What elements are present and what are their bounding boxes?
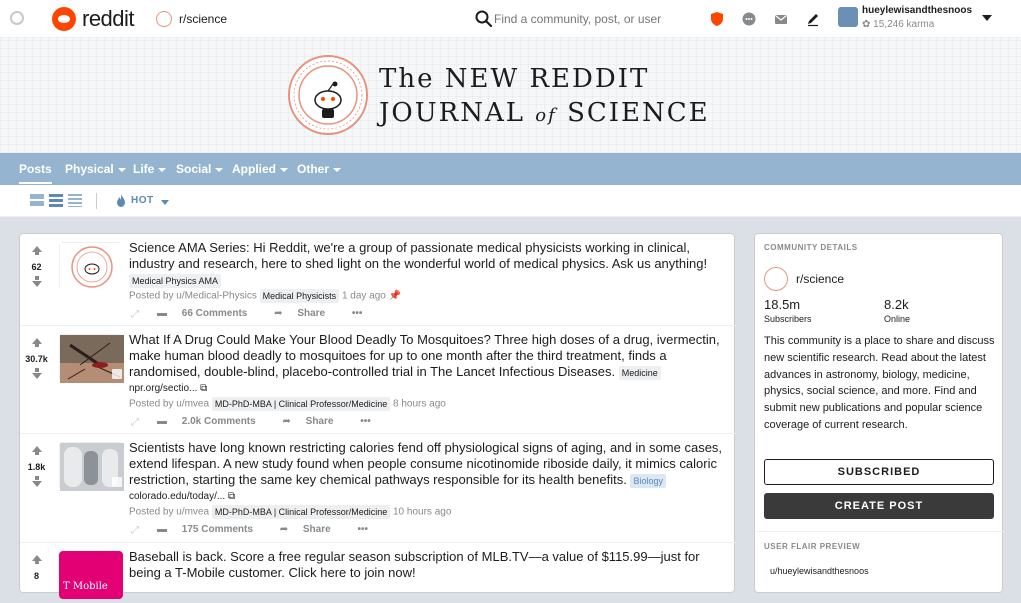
post-link-domain[interactable]: npr.org/sectio... ⧉: [129, 383, 208, 394]
comments-button[interactable]: ▬ 66 Comments: [157, 308, 248, 319]
subreddit-nav: [0, 153, 1021, 185]
vote-column: [20, 543, 53, 581]
search-icon: [474, 9, 494, 29]
card-view-icon[interactable]: [30, 194, 44, 207]
post-time[interactable]: 8 hours ago: [393, 398, 446, 410]
comments-button[interactable]: ▬ 175 Comments: [157, 524, 253, 535]
chat-icon[interactable]: [741, 11, 757, 27]
comment-icon: ▬: [157, 524, 167, 535]
community-description: This community is a place to share and discuss new scientific research. Read about the latest advances in astronomy, biology, medicine, physics, social science, and more. Find and submit new publications and popular science coverage of current research.: [764, 335, 995, 431]
more-options-icon[interactable]: •••: [360, 416, 371, 427]
post-meta: [129, 397, 446, 411]
vote-column: [20, 234, 53, 287]
expand-icon[interactable]: ⤢: [131, 525, 139, 536]
chevron-down-icon: [280, 168, 288, 172]
post-flair[interactable]: Medical Physics AMA: [129, 274, 221, 288]
share-icon: ➦: [282, 416, 291, 427]
section-label: USER FLAIR PREVIEW: [764, 542, 861, 551]
post-flair[interactable]: Medicine: [619, 366, 661, 380]
upvote-icon[interactable]: [32, 446, 42, 452]
reddit-wordmark[interactable]: reddit: [82, 6, 135, 31]
post-score: 62: [31, 262, 42, 272]
science-seal-thumbnail: [60, 243, 124, 291]
expand-icon[interactable]: ⤢: [131, 417, 139, 428]
comment-icon: ▬: [157, 308, 167, 319]
downvote-icon[interactable]: [32, 481, 42, 487]
post-list: [19, 233, 735, 593]
hot-flame-icon: [116, 194, 126, 207]
post-time[interactable]: 10 hours ago: [393, 506, 452, 518]
share-button[interactable]: ➦ Share: [279, 524, 331, 535]
post-card[interactable]: [20, 326, 736, 434]
username[interactable]: hueylewisandthesnoos: [862, 5, 973, 16]
post-flair[interactable]: Biology: [630, 474, 666, 488]
view-sort-bar: [0, 185, 1021, 217]
search-input[interactable]: [494, 9, 694, 29]
post-score: 8: [33, 571, 39, 581]
post-meta: [129, 289, 401, 303]
chevron-down-icon: [158, 168, 166, 172]
posted-by[interactable]: Posted by u/Medical-Physics: [129, 290, 257, 302]
comment-icon: ▬: [157, 416, 167, 427]
lab-thumbnail: [60, 443, 124, 491]
subreddit-banner: [0, 38, 1021, 153]
vote-column: [20, 434, 53, 487]
downvote-icon[interactable]: [32, 281, 42, 287]
post-thumbnail[interactable]: [59, 442, 123, 490]
create-post-button[interactable]: CREATE POST: [764, 493, 994, 519]
classic-view-icon[interactable]: [49, 194, 63, 207]
karma-count: ✿ 15,246 karma: [862, 19, 935, 30]
mail-icon[interactable]: [773, 11, 789, 27]
post-actions: [157, 308, 374, 319]
community-details-panel: [754, 233, 1003, 593]
post-score: 30.7k: [25, 354, 48, 364]
share-button[interactable]: ➦ Share: [274, 308, 326, 319]
post-title[interactable]: Baseball is back. Score a free regular season subscription of MLB.TV—a value of $115.99—just for being a T-Mobile customer. Click here to join now!: [129, 549, 700, 580]
flair-preview-username: u/hueylewisandthesnoos: [770, 566, 869, 576]
user-flair: Medical Physicists: [260, 289, 340, 303]
upvote-icon[interactable]: [32, 338, 42, 344]
post-actions: [157, 416, 383, 427]
nav-social[interactable]: Social: [176, 162, 223, 176]
banner-title-line1: The NEW REDDIT: [379, 64, 650, 94]
post-score: 1.8k: [27, 462, 46, 472]
subreddit-switcher[interactable]: r/science: [179, 12, 228, 26]
share-icon: ➦: [274, 308, 283, 319]
chevron-down-icon: [118, 168, 126, 172]
sort-hot[interactable]: HOT: [131, 195, 154, 206]
chevron-down-icon: [215, 168, 223, 172]
post-card-promoted[interactable]: [20, 543, 736, 603]
subscribed-button[interactable]: SUBSCRIBED: [764, 459, 994, 485]
journal-seal-logo: [287, 54, 369, 136]
chevron-down-icon: [333, 168, 341, 172]
create-post-icon[interactable]: [805, 11, 821, 27]
shield-icon[interactable]: [709, 11, 725, 27]
community-name[interactable]: r/science: [796, 272, 845, 286]
nav-other[interactable]: Other: [297, 162, 341, 176]
post-card[interactable]: [20, 234, 736, 326]
user-flair: MD-PhD-MBA | Clinical Professor/Medicine: [212, 397, 390, 411]
external-link-icon: ⧉: [227, 491, 236, 502]
online-count: 8.2k: [884, 297, 909, 312]
karma-icon: ✿: [862, 19, 871, 30]
subscriber-count: 18.5m: [764, 297, 801, 312]
section-label: COMMUNITY DETAILS: [764, 243, 858, 252]
online-label: Online: [884, 314, 911, 324]
share-icon: ➦: [279, 524, 289, 535]
sort-chevron-down-icon[interactable]: [161, 200, 169, 205]
post-title[interactable]: What If A Drug Could Make Your Blood Deadly To Mosquitoes? Three high doses of a drug, ivermectin, make human blood deadly to mosquitoes for up to one month after the third treatment, finds a randomised, double-blind, placebo-controlled trial in The Lancet Infectious Diseases. Medicine: [129, 332, 720, 379]
more-options-icon[interactable]: •••: [357, 524, 368, 535]
post-time[interactable]: 1 day ago: [341, 290, 386, 302]
subreddit-icon: [156, 11, 172, 27]
post-link-domain[interactable]: colorado.edu/today/... ⧉: [129, 491, 236, 502]
share-button[interactable]: ➦ Share: [282, 416, 334, 427]
post-card[interactable]: [20, 434, 736, 543]
menu-icon[interactable]: [10, 11, 24, 25]
vote-column: [20, 326, 53, 379]
top-bar: [0, 0, 1021, 38]
subscriber-label: Subscribers: [764, 314, 812, 324]
reddit-logo-icon[interactable]: [52, 7, 76, 31]
external-link-icon: ⧉: [200, 383, 208, 394]
posted-by[interactable]: Posted by u/mvea: [129, 506, 210, 518]
banner-title-line2: JOURNAL of SCIENCE: [379, 98, 710, 128]
post-title[interactable]: Scientists have long known restricting calories fend off physiological signs of aging, and in some cases, extend lifespan. A new study found when people consume nicotinomide riboside daily, it mimics caloric restriction, starting the same key chemical pathways responsible for its health benefits. Biology: [129, 440, 723, 487]
downvote-icon[interactable]: [32, 373, 42, 379]
posted-by[interactable]: Posted by u/mvea: [129, 398, 210, 410]
post-thumbnail[interactable]: T Mobile: [59, 551, 123, 599]
upvote-icon[interactable]: [32, 555, 42, 561]
nav-posts[interactable]: Posts: [19, 162, 52, 176]
post-thumbnail[interactable]: [59, 242, 123, 290]
upvote-icon[interactable]: [32, 246, 42, 252]
nav-life[interactable]: Life: [133, 162, 166, 176]
post-thumbnail[interactable]: [59, 334, 123, 382]
more-options-icon[interactable]: •••: [351, 308, 363, 319]
post-actions: [157, 524, 380, 535]
expand-icon[interactable]: ⤢: [131, 309, 139, 320]
mosquito-thumbnail: [60, 335, 124, 383]
post-meta: [129, 505, 451, 519]
divider: [96, 193, 97, 209]
nav-physical[interactable]: Physical: [65, 162, 126, 176]
nav-applied[interactable]: Applied: [232, 162, 288, 176]
pinned-icon: 📌: [388, 290, 402, 302]
user-avatar[interactable]: [838, 7, 858, 27]
comments-button[interactable]: ▬ 2.0k Comments: [157, 416, 256, 427]
compact-view-icon[interactable]: [68, 194, 82, 207]
community-icon: [764, 267, 788, 291]
user-menu-chevron-icon[interactable]: [982, 15, 992, 21]
user-flair: MD-PhD-MBA | Clinical Professor/Medicine: [212, 505, 390, 519]
divider: [755, 531, 1004, 532]
post-title[interactable]: Science AMA Series: Hi Reddit, we're a group of passionate medical physicists working in clinical, industry and research, here to shed light on the wonderful world of medical physics. Ask us anything! Medical Physics AMA: [129, 240, 708, 286]
